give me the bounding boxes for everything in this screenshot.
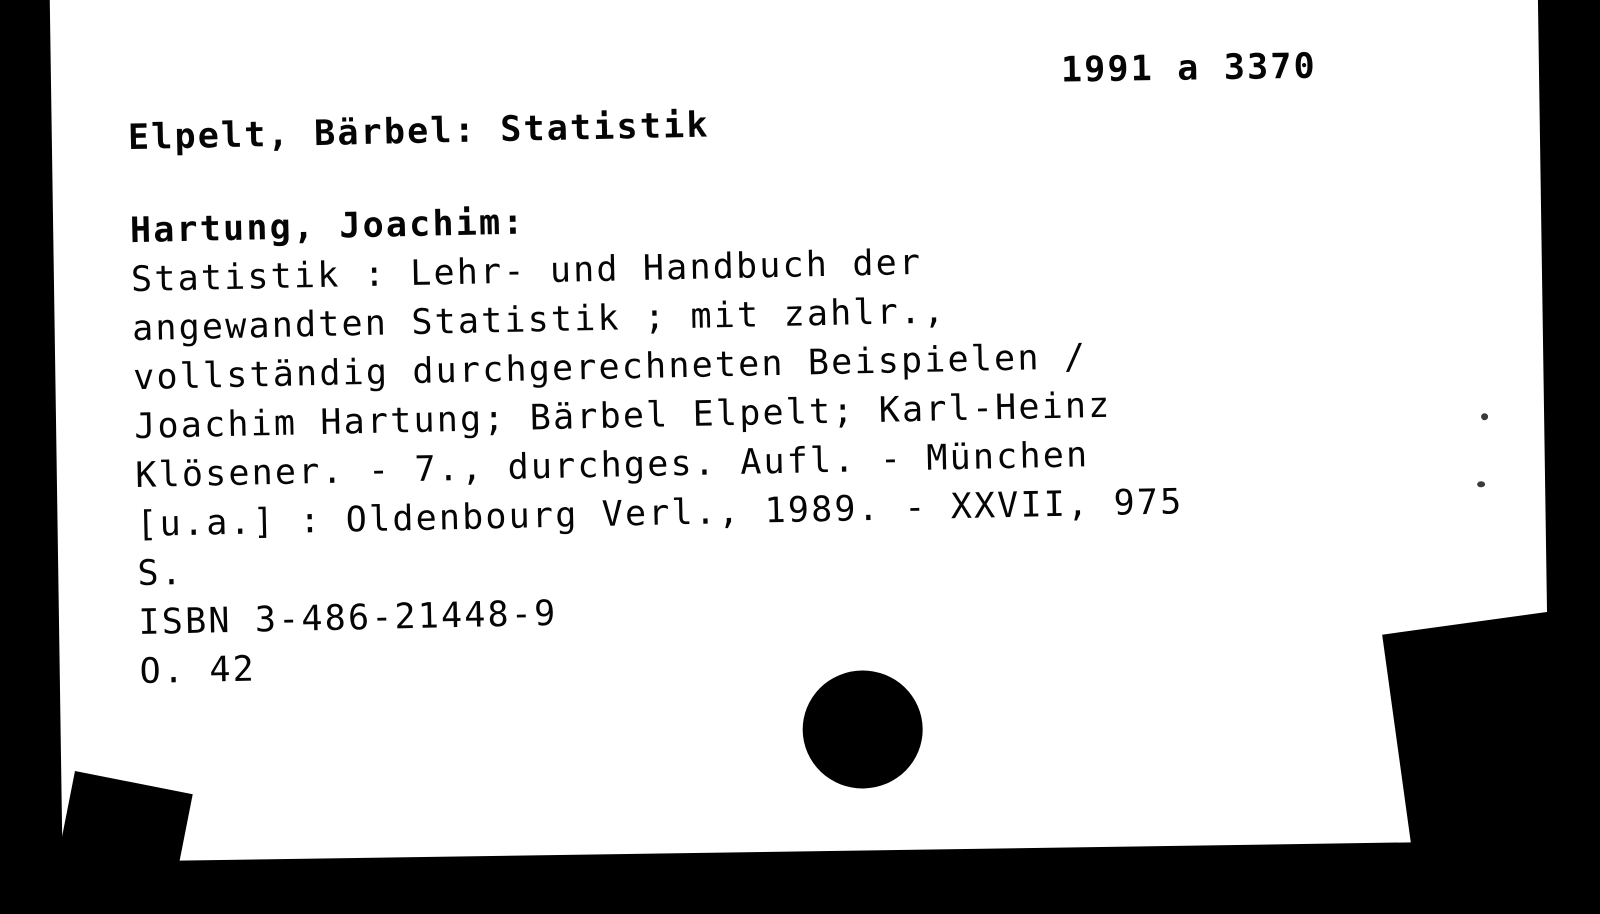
author-line: Hartung, Joachim: <box>129 202 526 252</box>
card-edge-shadow <box>52 771 193 912</box>
title-line-1: Statistik : Lehr- und Handbuch der <box>130 242 923 301</box>
statement-of-responsibility-line-1: Joachim Hartung; Bärbel Elpelt; Karl-Heinz <box>133 385 1112 448</box>
catalog-card <box>50 0 1551 862</box>
card-corner-cut <box>1382 610 1596 892</box>
extent-continuation-line: S. <box>137 553 185 595</box>
card-text-block <box>127 84 1519 697</box>
shelfmark-text: 1991 a 3370 <box>1060 46 1318 91</box>
isbn-line: ISBN 3-486-21448-9 <box>138 593 558 644</box>
edition-imprint-line: Klösener. - 7., durchges. Aufl. - München <box>134 435 1090 497</box>
title-line-2: angewandten Statistik ; mit zahlr., <box>131 291 947 350</box>
scan-speck <box>1481 413 1488 420</box>
title-line-3: vollständig durchgerechneten Beispielen / <box>132 337 1088 399</box>
price-note-line: O. 42 <box>139 649 257 693</box>
card-heading: Elpelt, Bärbel: Statistik <box>127 105 711 159</box>
imprint-extent-line: [u.a.] : Oldenbourg Verl., 1989. - XXVII, 975 <box>135 482 1184 546</box>
ink-dot-mark <box>802 670 924 790</box>
